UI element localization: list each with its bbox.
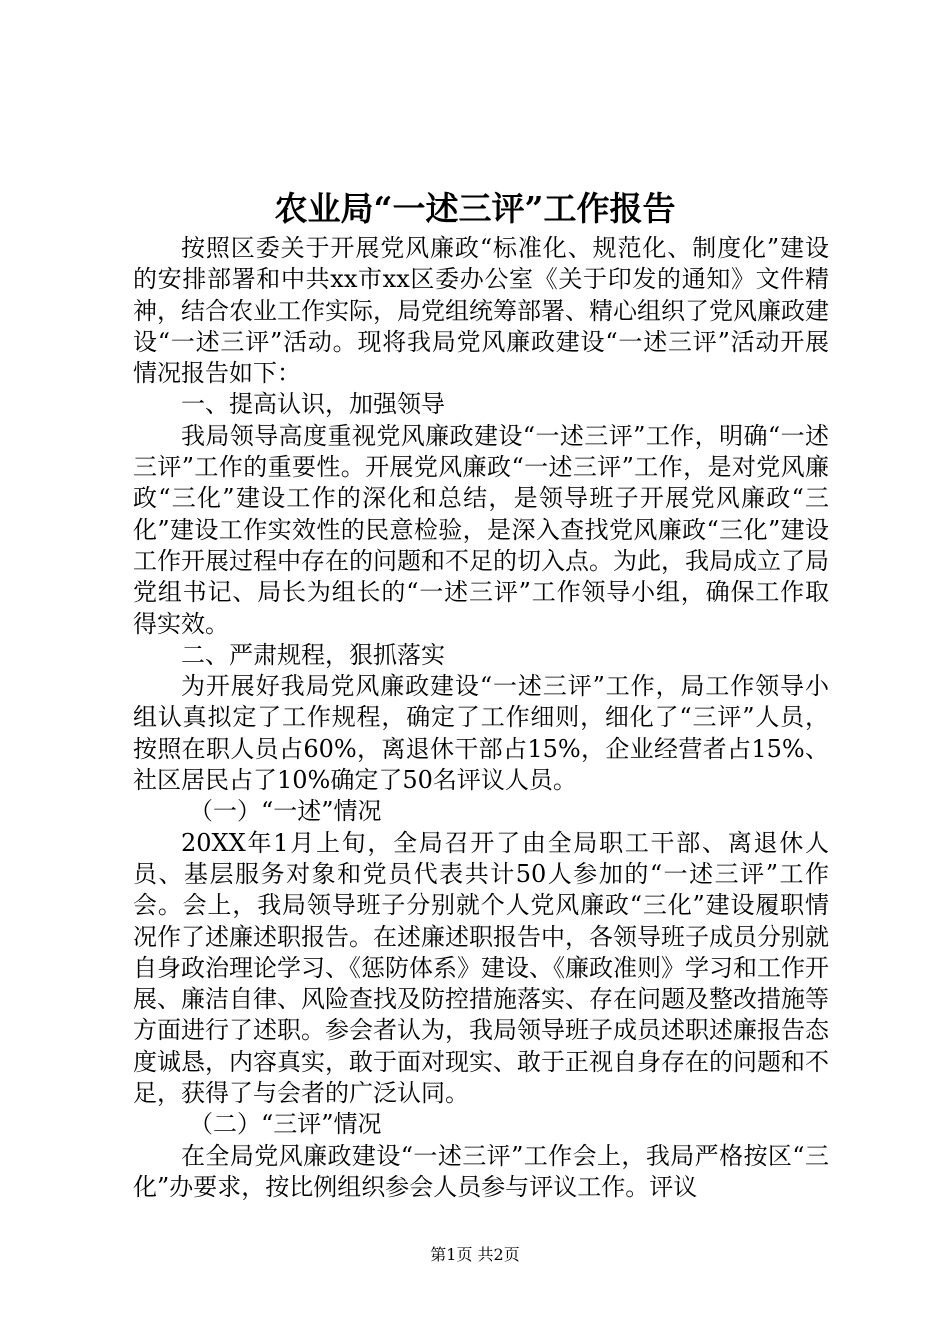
paragraph-section-2: 为开展好我局党风廉政建设“一述三评”工作，局工作领导小组认真拟定了工作规程，确定了工作细则，细化了“三评”人员，按照在职人员占60%，离退休干部占15%，企业经营者占15%、社区居民占了10%确定了50名评议人员。	[133, 672, 829, 795]
subsection-heading-1: （一）“一述”情况	[189, 797, 382, 826]
paragraph-intro: 按照区委关于开展党风廉政“标准化、规范化、制度化”建设的安排部署和中共xx市xx区委办公室《关于印发的通知》文件精神，结合农业工作实际，局党组统筹部署、精心组织了党风廉政建设“一述三评”活动。现将我局党风廉政建设“一述三评”活动开展情况报告如下：	[133, 234, 829, 388]
paragraph-subsection-2: 在全局党风廉政建设“一述三评”工作会上，我局严格按区“三化”办要求，按比例组织参会人员参与评议工作。评议	[133, 1141, 829, 1201]
paragraph-subsection-1: 20XX年1月上旬，全局召开了由全局职工干部、离退休人员、基层服务对象和党员代表共计50人参加的“一述三评”工作会。会上，我局领导班子分别就个人党风廉政“三化”建设履职情况作了述廉述职报告。在述廉述职报告中，各领导班子成员分别就自身政治理论学习、《惩防体系》建设、《廉政准则》学习和工作开展、廉洁自律、风险查找及防控措施落实、存在问题及整改措施等方面进行了述职。参会者认为，我局领导班子成员述职述廉报告态度诚恳，内容真实，敢于面对现实、敢于正视自身存在的问题和不足，获得了与会者的广泛认同。	[133, 828, 829, 1108]
document-body	[133, 233, 829, 1203]
subsection-heading-2: （二）“三评”情况	[189, 1110, 382, 1139]
page-footer: 第1页 共2页	[430, 1245, 520, 1264]
section-heading-1: 一、提高认识，加强领导	[181, 390, 445, 419]
section-heading-2: 二、严肃规程，狠抓落实	[181, 640, 445, 669]
paragraph-section-1: 我局领导高度重视党风廉政建设“一述三评”工作，明确“一述三评”工作的重要性。开展党风廉政“一述三评”工作，是对党风廉政“三化”建设工作的深化和总结，是领导班子开展党风廉政“三化”建设工作实效性的民意检验，是深入查找党风廉政“三化”建设工作开展过程中存在的问题和不足的切入点。为此，我局成立了局党组书记、局长为组长的“一述三评”工作领导小组，确保工作取得实效。	[133, 421, 829, 638]
document-title: 农业局“一述三评”工作报告	[274, 189, 676, 228]
